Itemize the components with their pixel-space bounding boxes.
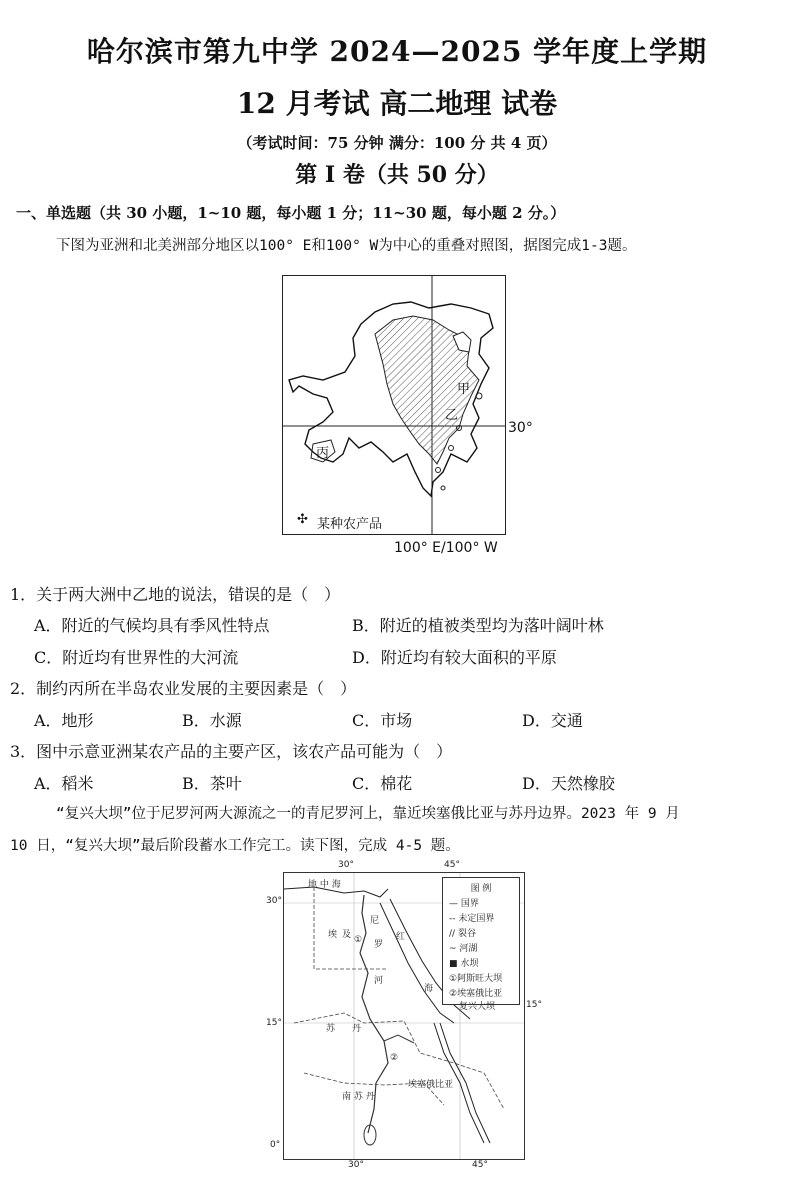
label-yi: 乙 <box>445 408 459 423</box>
mediterranean-label: 地 中 海 <box>308 880 341 890</box>
lon-45-bottom: 45° <box>472 1160 488 1170</box>
legend-undefined-border: -- 未定国界 <box>449 914 495 924</box>
map1-caption: 100° E/100° W <box>394 540 498 556</box>
q2-option-d: D．交通 <box>522 711 583 730</box>
q1-option-d: D．附近均有较大面积的平原 <box>352 648 557 667</box>
egypt-label-2: 及 <box>342 930 352 940</box>
aswan-dam-marker: ① <box>354 935 363 945</box>
q3-option-c: C．棉花 <box>352 774 413 793</box>
gerd-dam-marker: ② <box>390 1053 399 1063</box>
lat-0-left: 0° <box>270 1140 281 1150</box>
ethiopia-label: 埃塞俄比亚 <box>408 1080 454 1090</box>
q3-option-b: B．茶叶 <box>182 774 242 793</box>
lat-15-left: 15° <box>266 1018 282 1028</box>
question-intro-2-line1: “复兴大坝”位于尼罗河两大源流之一的青尼罗河上，靠近埃塞俄比亚与苏丹边界。2023 年 9 月 <box>56 806 680 822</box>
lat-30-label: 30° <box>508 420 533 436</box>
q3-option-a: A．稻米 <box>34 774 94 793</box>
nile-label-3: 河 <box>374 976 384 986</box>
section-heading: 一、单选题（共 30 小题，1~10 题，每小题 1 分；11~30 题，每小题 2 分。） <box>16 204 566 222</box>
lon-45-top: 45° <box>444 860 460 870</box>
question-intro: 下图为亚洲和北美洲部分地区以100° E和100° W为中心的重叠对照图，据图完成1-3题。 <box>56 238 637 254</box>
legend-gerd-1: ②埃塞俄比亚 <box>449 989 503 999</box>
q1-option-b: B．附近的植被类型均为落叶阔叶林 <box>352 616 604 635</box>
exam-info: （考试时间：75 分钟 满分：100 分 共 4 页） <box>237 134 557 152</box>
q2-option-a: A．地形 <box>34 711 94 730</box>
exam-subtitle: 12 月考试 高二地理 试卷 <box>236 87 558 120</box>
legend-rivers-lakes: ~ 河湖 <box>449 944 478 954</box>
q3-option-d: D．天然橡胶 <box>522 774 615 793</box>
q2-option-c: C．市场 <box>352 711 413 730</box>
lon-30-bottom: 30° <box>348 1160 364 1170</box>
exam-title: 哈尔滨市第九中学 2024—2025 学年度上学期 <box>86 35 708 68</box>
q1-option-c: C．附近均有世界性的大河流 <box>34 648 239 667</box>
red-sea-label-1: 红 <box>396 932 406 942</box>
label-jia: 甲 <box>457 382 471 397</box>
map2-legend <box>442 877 520 1012</box>
label-bing: 丙 <box>316 446 330 461</box>
sudan-label-1: 苏 <box>326 1024 336 1034</box>
egypt-label-1: 埃 <box>328 930 338 940</box>
map1-drawing <box>283 276 505 534</box>
legend-border: — 国界 <box>449 899 479 909</box>
red-sea-label-2: 海 <box>424 984 434 994</box>
lat-15-right: 15° <box>526 1000 542 1010</box>
legend-label: 某种农产品 <box>317 517 383 532</box>
question-intro-2-line2: 10 日，“复兴大坝”最后阶段蓄水工作完工。读下图，完成 4-5 题。 <box>10 838 460 854</box>
asia-north-america-map <box>282 275 506 535</box>
q1-option-a: A．附近的气候均具有季风性特点 <box>34 616 270 635</box>
legend-symbol-icon: ✣ <box>297 512 308 527</box>
q2-option-b: B．水源 <box>182 711 242 730</box>
nile-region-map <box>283 872 525 1160</box>
legend-aswan: ①阿斯旺大坝 <box>449 974 503 984</box>
nile-label-2: 罗 <box>374 940 384 950</box>
legend-dam: ■ 水坝 <box>449 959 479 969</box>
sudan-label-2: 丹 <box>352 1024 362 1034</box>
nile-label-1: 尼 <box>370 916 380 926</box>
legend-gerd-2: 复兴大坝 <box>459 1002 496 1012</box>
south-sudan-label: 南 苏 丹 <box>342 1092 375 1102</box>
question-1: 1．关于两大洲中乙地的说法，错误的是（ ） <box>10 585 341 604</box>
lon-30-top: 30° <box>338 860 354 870</box>
lat-30-left: 30° <box>266 896 282 906</box>
volume-heading: 第 I 卷（共 50 分） <box>295 162 499 188</box>
question-2: 2．制约丙所在半岛农业发展的主要因素是（ ） <box>10 679 357 698</box>
question-3: 3．图中示意亚洲某农产品的主要产区，该农产品可能为（ ） <box>10 742 453 761</box>
legend-rift: // 裂谷 <box>449 929 476 939</box>
legend-title: 图 例 <box>470 884 492 894</box>
